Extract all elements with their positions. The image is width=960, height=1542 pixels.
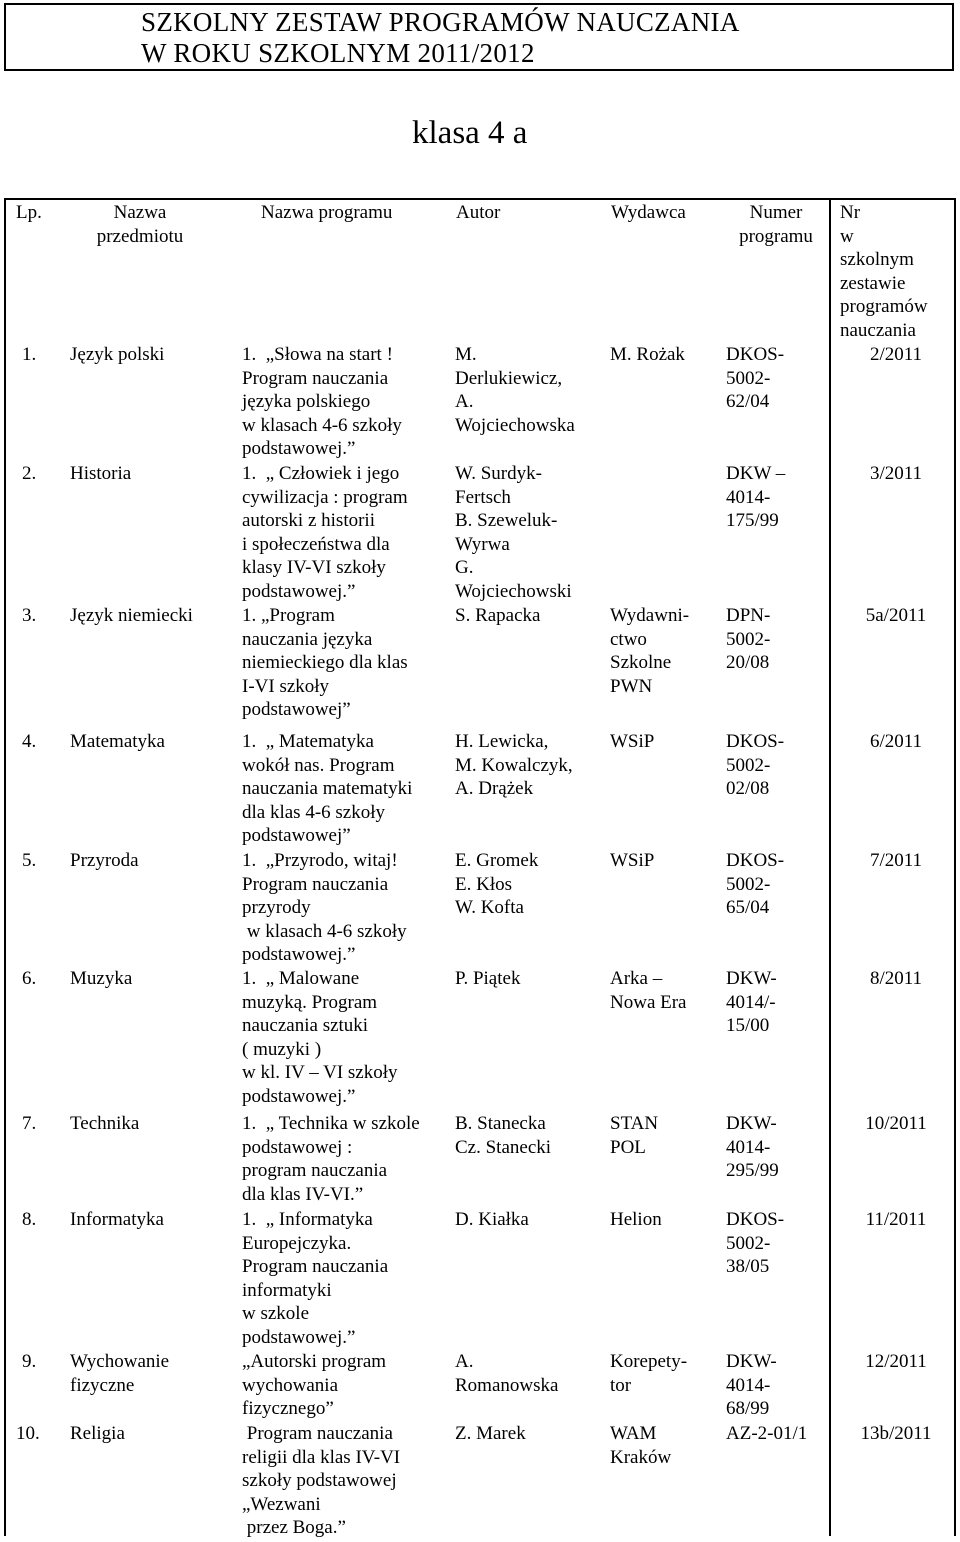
row-publisher: Korepety- tor: [610, 1351, 688, 1396]
row-author: S. Rapacka: [455, 605, 541, 626]
row-subject: Informatyka: [70, 1209, 164, 1230]
title-box: [4, 3, 954, 71]
row-author: W. Surdyk- Fertsch B. Szeweluk- Wyrwa G. Wojciechowski: [455, 463, 572, 602]
row-program: 1. „ Informatyka Europejczyka. Program nauczania informatyki w szkole podstawowej.”: [242, 1209, 389, 1348]
title-line-2: W ROKU SZKOLNYM 2011/2012: [141, 38, 535, 68]
header-school-nr: Nr w szkolnym zestawie programów nauczania: [840, 202, 928, 341]
row-publisher: WSiP: [610, 850, 655, 871]
row-program: 1. „ Malowane muzyką. Program nauczania sztuki ( muzyki ) w kl. IV – VI szkoły podstawowej.”: [242, 968, 398, 1107]
row-number: DKW- 4014/- 15/00: [726, 968, 777, 1037]
row-lp: 7.: [22, 1113, 37, 1134]
row-school-nr: 3/2011: [869, 463, 923, 484]
row-author: A. Romanowska: [455, 1351, 559, 1396]
row-number: DPN- 5002- 20/08: [726, 605, 771, 674]
class-title-text: klasa 4 a: [412, 115, 528, 151]
row-school-nr: 8/2011: [869, 968, 923, 989]
row-number: AZ-2-01/1: [726, 1423, 808, 1444]
row-publisher: WAM Kraków: [610, 1423, 672, 1468]
row-author: Z. Marek: [455, 1423, 526, 1444]
row-program: 1. „Program nauczania języka niemieckiego dla klas I-VI szkoły podstawowej”: [242, 605, 408, 721]
row-number: DKW – 4014- 175/99: [726, 463, 786, 532]
header-publisher: Wydawca: [611, 202, 686, 223]
row-program: 1. „ Technika w szkole podstawowej : program nauczania dla klas IV-VI.”: [242, 1113, 420, 1205]
row-author: P. Piątek: [455, 968, 521, 989]
row-publisher: Arka – Nowa Era: [610, 968, 687, 1013]
row-lp: 8.: [22, 1209, 37, 1230]
row-author: D. Kiałka: [455, 1209, 529, 1230]
row-author: H. Lewicka, M. Kowalczyk, A. Drążek: [455, 731, 573, 800]
row-program: 1. „ Człowiek i jego cywilizacja : program autorski z historii i społeczeństwa dla klasy IV-VI szkoły podstawowej.”: [242, 463, 408, 602]
row-subject: Przyroda: [70, 850, 139, 871]
table-column-divider: [829, 198, 831, 1536]
row-program: „Autorski program wychowania fizycznego”: [242, 1351, 387, 1420]
row-subject: Technika: [70, 1113, 140, 1134]
row-program: 1. „ Matematyka wokół nas. Program nauczania matematyki dla klas 4-6 szkoły podstawowej”: [242, 731, 413, 847]
row-subject: Matematyka: [70, 731, 165, 752]
row-lp: 2.: [22, 463, 37, 484]
row-number: DKW- 4014- 68/99: [726, 1351, 777, 1420]
header-subject: Nazwa przedmiotu: [96, 202, 184, 247]
header-author: Autor: [456, 202, 501, 223]
row-subject: Język niemiecki: [70, 605, 193, 626]
header-program: Nazwa programu: [261, 202, 393, 223]
row-publisher: Wydawni- ctwo Szkolne PWN: [610, 605, 690, 697]
title-line-1: SZKOLNY ZESTAW PROGRAMÓW NAUCZANIA: [141, 7, 740, 37]
row-number: DKW- 4014- 295/99: [726, 1113, 779, 1182]
row-author: E. Gromek E. Kłos W. Kofta: [455, 850, 539, 919]
row-author: B. Stanecka Cz. Stanecki: [455, 1113, 552, 1158]
row-school-nr: 13b/2011: [860, 1423, 932, 1444]
row-program: 1. „Słowa na start ! Program nauczania języka polskiego w klasach 4-6 szkoły podstawowej.”: [242, 344, 402, 460]
header-number: Numer programu: [739, 202, 813, 247]
row-number: DKOS- 5002- 38/05: [726, 1209, 785, 1278]
row-program: 1. „Przyrodo, witaj! Program nauczania przyrody w klasach 4-6 szkoły podstawowej.”: [242, 850, 407, 966]
row-school-nr: 12/2011: [865, 1351, 927, 1372]
row-program: Program nauczania religii dla klas IV-VI szkoły podstawowej „Wezwani przez Boga.”: [242, 1423, 401, 1539]
row-lp: 9.: [22, 1351, 37, 1372]
row-author: M. Derlukiewicz, A. Wojciechowska: [455, 344, 575, 436]
row-lp: 4.: [22, 731, 37, 752]
row-number: DKOS- 5002- 65/04: [726, 850, 785, 919]
row-school-nr: 5a/2011: [865, 605, 927, 626]
row-publisher: WSiP: [610, 731, 655, 752]
row-number: DKOS- 5002- 02/08: [726, 731, 785, 800]
row-subject: Wychowanie fizyczne: [70, 1351, 170, 1396]
row-school-nr: 6/2011: [869, 731, 923, 752]
row-subject: Religia: [70, 1423, 125, 1444]
row-school-nr: 7/2011: [869, 850, 923, 871]
row-subject: Historia: [70, 463, 132, 484]
row-subject: Muzyka: [70, 968, 133, 989]
header-lp: Lp.: [16, 202, 42, 223]
row-lp: 5.: [22, 850, 37, 871]
row-publisher: M. Rożak: [610, 344, 685, 365]
row-publisher: STAN POL: [610, 1113, 659, 1158]
row-lp: 10.: [16, 1423, 40, 1444]
row-subject: Język polski: [70, 344, 165, 365]
row-school-nr: 10/2011: [865, 1113, 927, 1134]
row-publisher: Helion: [610, 1209, 662, 1230]
row-school-nr: 2/2011: [869, 344, 923, 365]
row-lp: 3.: [22, 605, 37, 626]
row-school-nr: 11/2011: [865, 1209, 927, 1230]
row-number: DKOS- 5002- 62/04: [726, 344, 785, 413]
row-lp: 1.: [22, 344, 37, 365]
row-lp: 6.: [22, 968, 37, 989]
